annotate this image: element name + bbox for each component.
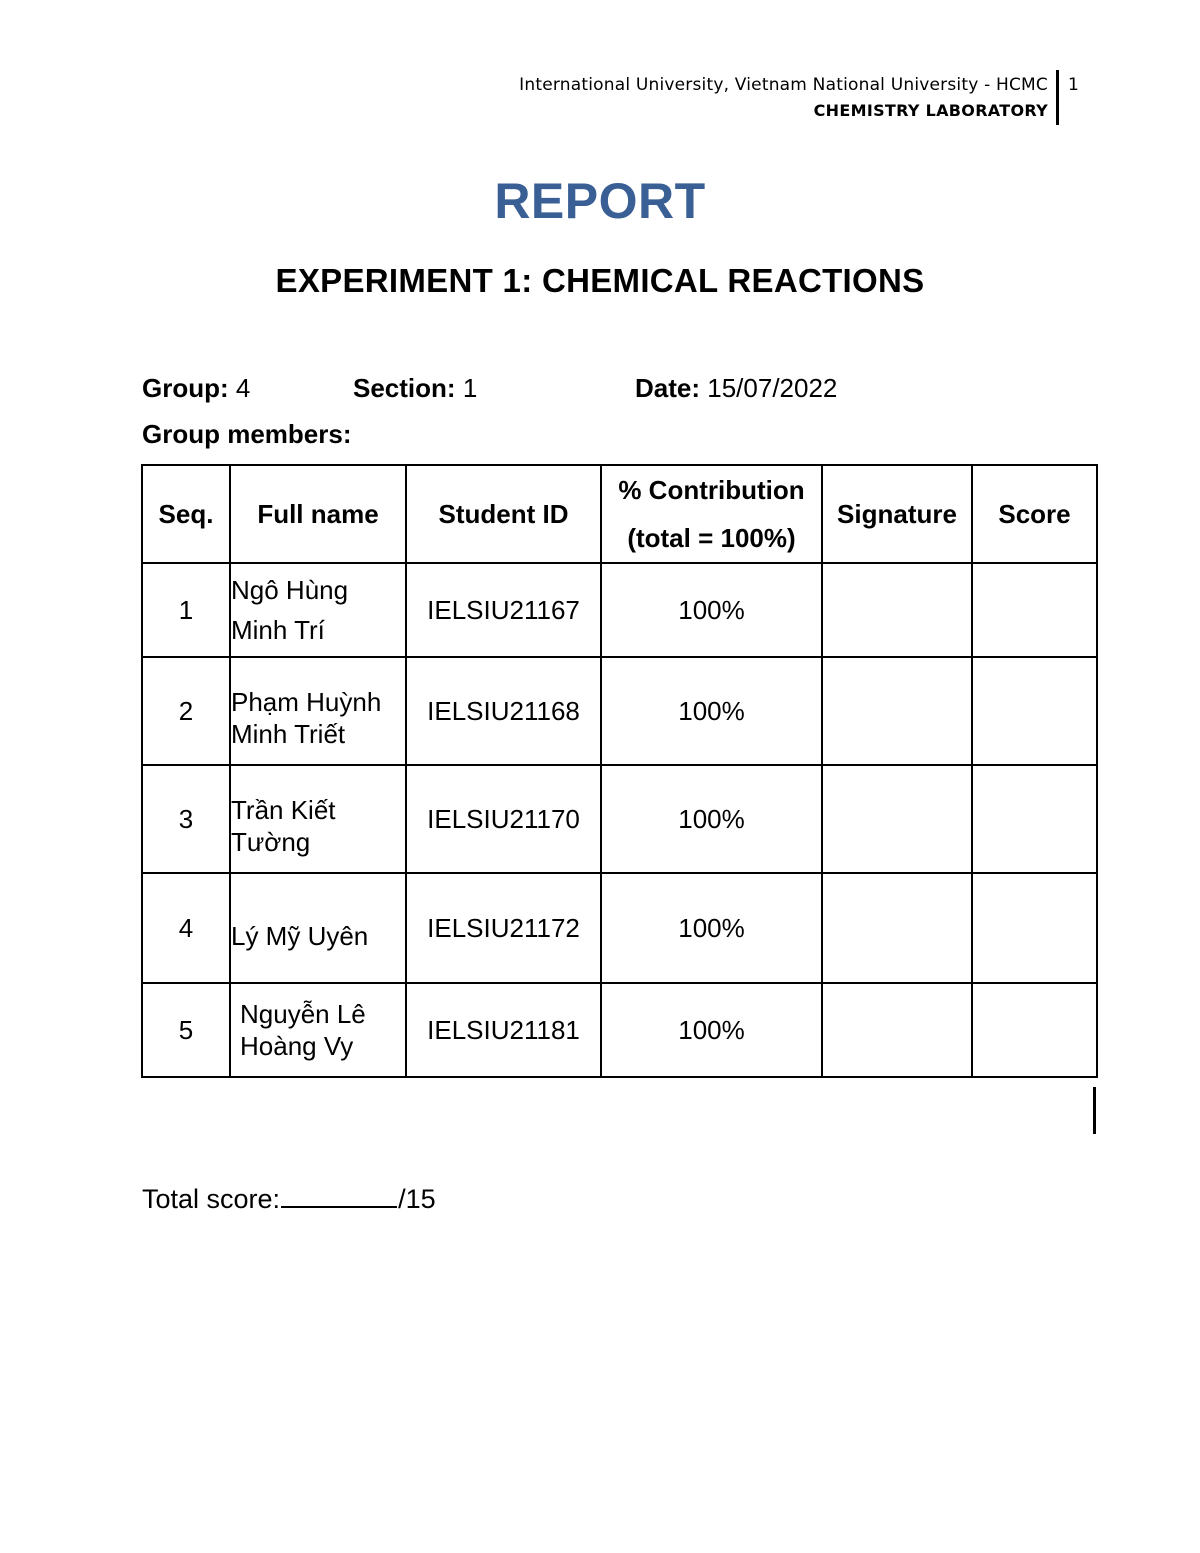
date-value: 15/07/2022 xyxy=(707,373,838,403)
row-student-id: IELSIU21168 xyxy=(406,657,601,765)
table-row xyxy=(142,765,1097,873)
row-seq: 2 xyxy=(142,657,230,765)
name-line2: Minh Trí xyxy=(231,615,325,645)
total-score-label: Total score: xyxy=(142,1184,281,1214)
name-line1: Phạm Huỳnh xyxy=(231,687,382,717)
page-number: 1 xyxy=(1068,75,1079,95)
date-info xyxy=(635,372,837,404)
row-score[interactable] xyxy=(972,873,1097,983)
total-score-blank[interactable] xyxy=(281,1180,397,1208)
row-student-id: IELSIU21172 xyxy=(406,873,601,983)
table-row xyxy=(142,563,1097,657)
group-value: 4 xyxy=(235,373,251,403)
row-student-id: IELSIU21167 xyxy=(406,563,601,657)
row-student-id: IELSIU21170 xyxy=(406,765,601,873)
lab-name: CHEMISTRY LABORATORY xyxy=(813,101,1048,120)
row-signature[interactable] xyxy=(822,873,972,983)
table-row xyxy=(142,983,1097,1077)
row-full-name xyxy=(230,873,406,983)
section-info xyxy=(353,372,477,404)
row-score[interactable] xyxy=(972,983,1097,1077)
header-signature: Signature xyxy=(822,465,972,563)
row-signature[interactable] xyxy=(822,983,972,1077)
row-signature[interactable] xyxy=(822,765,972,873)
total-score-suffix: /15 xyxy=(398,1184,436,1214)
name-line1: Lý Mỹ Uyên xyxy=(231,921,369,951)
header-seq: Seq. xyxy=(142,465,230,563)
group-label: Group: xyxy=(142,373,229,403)
header-contribution-line2: (total = 100%) xyxy=(627,523,796,553)
row-score[interactable] xyxy=(972,765,1097,873)
row-full-name xyxy=(230,563,406,657)
row-score[interactable] xyxy=(972,657,1097,765)
row-contribution: 100% xyxy=(601,563,822,657)
header-contribution-line1: % Contribution xyxy=(618,475,805,505)
experiment-title: EXPERIMENT 1: CHEMICAL REACTIONS xyxy=(275,262,925,299)
name-line2: Tường xyxy=(231,827,311,857)
row-seq: 4 xyxy=(142,873,230,983)
date-label: Date: xyxy=(635,373,701,403)
table-row xyxy=(142,873,1097,983)
row-contribution: 100% xyxy=(601,873,822,983)
margin-mark xyxy=(1093,1087,1096,1134)
university-name: International University, Vietnam National University - HCMC xyxy=(519,75,1048,95)
row-score[interactable] xyxy=(972,563,1097,657)
table-header-row xyxy=(142,465,1097,563)
group-info xyxy=(142,372,250,404)
report-title: REPORT xyxy=(494,173,706,229)
header-contribution xyxy=(601,465,822,563)
row-student-id: IELSIU21181 xyxy=(406,983,601,1077)
row-full-name xyxy=(230,983,406,1077)
row-signature[interactable] xyxy=(822,563,972,657)
name-line2: Hoàng Vy xyxy=(240,1031,354,1061)
header-full-name: Full name xyxy=(230,465,406,563)
row-full-name xyxy=(230,765,406,873)
group-members-table xyxy=(141,464,1098,1078)
header-divider xyxy=(1056,70,1059,125)
name-line2: Minh Triết xyxy=(231,719,346,749)
row-contribution: 100% xyxy=(601,983,822,1077)
table-row xyxy=(142,657,1097,765)
row-seq: 3 xyxy=(142,765,230,873)
name-line1: Ngô Hùng xyxy=(231,575,349,605)
name-line1: Nguyễn Lê xyxy=(240,999,366,1029)
group-members-label: Group members: xyxy=(142,419,352,449)
section-label: Section: xyxy=(353,373,456,403)
row-seq: 5 xyxy=(142,983,230,1077)
row-full-name xyxy=(230,657,406,765)
row-contribution: 100% xyxy=(601,657,822,765)
section-value: 1 xyxy=(462,373,478,403)
row-signature[interactable] xyxy=(822,657,972,765)
row-seq: 1 xyxy=(142,563,230,657)
header-student-id: Student ID xyxy=(406,465,601,563)
row-contribution: 100% xyxy=(601,765,822,873)
header-score: Score xyxy=(972,465,1097,563)
total-score xyxy=(142,1180,436,1216)
name-line1: Trần Kiết xyxy=(231,795,336,825)
page-header xyxy=(519,72,1048,124)
